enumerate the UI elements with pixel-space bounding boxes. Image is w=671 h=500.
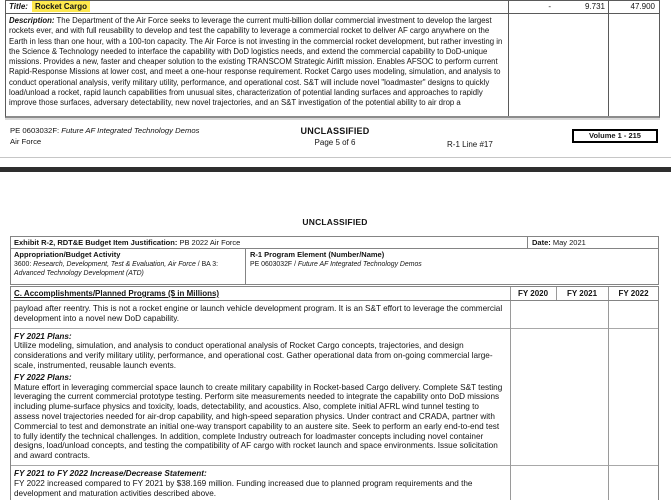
- classification-marking: UNCLASSIFIED: [300, 126, 370, 136]
- incdec-text: FY 2022 increased compared to FY 2021 by $38.169 million. Funding increased due to planned program requirements and the development and maturation activities described above.: [14, 478, 473, 498]
- classification-marking: UNCLASSIFIED: [302, 217, 368, 227]
- r1pe-name: Future AF Integrated Technology Demos: [297, 260, 422, 268]
- image-divider-line: [0, 157, 671, 158]
- column-divider: [508, 1, 509, 116]
- section-title: C. Accomplishments/Planned Programs ($ in Millions): [14, 289, 220, 298]
- exhibit-label: Exhibit R-2, RDT&E Budget Item Justification:: [14, 238, 180, 247]
- pe-name: Future AF Integrated Technology Demos: [61, 126, 200, 135]
- footer-pe-line: [10, 126, 199, 147]
- fy2022-plans-text: Mature effort in leveraging commercial space launch to create military capability in Rocket-based Cargo delivery. Complete S&T testing leveraging the current commercial prototype testing. Perform site measurements needed to integrate the capability onto DoD missions including plume-surface physics and toxicity, loads, detectability, and acoustics. Also, complete initial AFRL wind tunnel testing to assess novel trajectories needed for air-drop capability, and high-speed separation physics. Under contract and CRADA, partner with Commercial to test and demonstrate an initial one-way transport capability to an austere site. Seek to perform an early end-to-end test to fully identify the technical challenges. In addition, complete Industry outreach for loadmaster concepts including novel container designs, load/unload concepts, and testing the compatibility of AF cargo with rocket launch and space environments. Issue solicitation and award contracts.: [14, 382, 503, 461]
- volume-page-badge: Volume 1 - 215: [572, 129, 658, 143]
- r1pe-value: [250, 260, 655, 270]
- accomplishments-header-row: [11, 287, 658, 301]
- description-text: The Department of the Air Force seeks to leverage the current multi-billion dollar commercial investment to develop the largest rockets ever, and with full reusability to develop and test the capability to leverage a commercial rocket to deliver AF cargo anywhere on the Earth in less than one hour, with a 100-ton capacity. The Air Force is not investing in the commercial rocket development, but rather investing in the Science & Technology needed to interface the capability with DoD logistics needs, and extend the commercial capability to DoD-unique missions. Provides a new, faster and cheaper solution to the existing TRANSCOM Strategic Airlift mission. Enables AFSOC to perform current Rapid-Response Missions at lower cost, and meet a one-hour response requirement. Rocket Cargo uses modeling, simulation, and analysis to conduct operational analysis, verify military utility, performance, and operational cost. S&T will include novel "loadmaster" designs to quickly load/unload a rocket, rapid launch capabilities from unusual sites, characterization of potential landing surfaces and approaches to rapidly improve those surfaces, adversary detectability, new novel trajectories, and an S&T investigation of the potential ability to air drop a: [9, 16, 503, 108]
- document-page-1[interactable]: [0, 0, 671, 157]
- appropriation-title: Appropriation/Budget Activity: [14, 250, 121, 259]
- fy2022-plans-label: FY 2022 Plans:: [14, 372, 72, 382]
- title-row: [6, 1, 659, 14]
- date-value: May 2021: [552, 238, 586, 247]
- exhibit-header-table: [10, 236, 659, 285]
- program-element-cell: [250, 250, 655, 269]
- incdec-label: FY 2021 to FY 2022 Increase/Decrease Statement:: [14, 468, 207, 478]
- footer-center: [185, 126, 485, 147]
- intro-text: payload after reentry. This is not a rocket engine or launch vehicle development program. It is an S&T effort to leverage the commercial development into a novel new DoD capability.: [14, 304, 503, 323]
- title-label: Title:: [9, 2, 28, 11]
- intro-paragraph-row: [11, 301, 658, 329]
- fy2021-plans-label: FY 2021 Plans:: [14, 331, 72, 341]
- r1-line-number: R-1 Line #17: [447, 140, 493, 149]
- column-divider: [608, 1, 609, 116]
- accomplishments-table: [10, 286, 659, 500]
- date-cell: [532, 238, 586, 247]
- col-header-fy2020: FY 2020: [517, 289, 549, 298]
- column-divider: [510, 287, 511, 500]
- increase-decrease-row: [11, 466, 658, 500]
- footer-org: Air Force: [10, 136, 42, 146]
- appropriation-value: [14, 260, 243, 279]
- ba-prefix: BA 3:: [201, 260, 219, 268]
- ba-name: Advanced Technology Development (ATD): [14, 270, 144, 278]
- title-value-highlighted: Rocket Cargo: [32, 1, 90, 12]
- column-divider: [608, 287, 609, 500]
- appropriation-row: [11, 249, 658, 284]
- approp-sep: /: [195, 260, 202, 268]
- rdte-project-table: [5, 0, 660, 118]
- exhibit-cell: [14, 238, 240, 247]
- cell-divider: [527, 237, 528, 248]
- fy2021-plans-text: Utilize modeling, simulation, and analysis to conduct operational analysis of Rocket Cargo concepts, trajectories, and design considerations and verify military utility, performance, and operational cost. Gather operational data from on-going commercial large-scale, instrumented, reusable launch events.: [14, 341, 493, 370]
- document-page-2[interactable]: [0, 172, 671, 500]
- cell-divider: [245, 249, 246, 284]
- r1pe-title: R-1 Program Element (Number/Name): [250, 250, 385, 259]
- col-header-fy2022: FY 2022: [618, 289, 649, 298]
- appropriation-cell: [14, 250, 243, 279]
- description-label: Description:: [9, 16, 55, 25]
- fy2020-value: -: [548, 2, 551, 11]
- plans-row: [11, 329, 658, 466]
- approp-prefix: 3600:: [14, 260, 34, 268]
- approp-name: Research, Development, Test & Evaluation, Air Force: [33, 260, 196, 268]
- fy2021-value: 9.731: [584, 2, 605, 11]
- exhibit-row: [11, 237, 658, 249]
- project-description: [9, 16, 507, 109]
- pe-number: PE 0603032F:: [10, 126, 62, 135]
- date-label: Date:: [532, 238, 553, 247]
- r1pe-sep: /: [292, 260, 298, 268]
- col-header-fy2021: FY 2021: [566, 289, 598, 298]
- fy2022-value: 47.900: [630, 2, 655, 11]
- exhibit-value: PB 2022 Air Force: [179, 238, 241, 247]
- r1pe-number: PE 0603032F: [250, 260, 293, 268]
- page-number: Page 5 of 6: [314, 138, 356, 147]
